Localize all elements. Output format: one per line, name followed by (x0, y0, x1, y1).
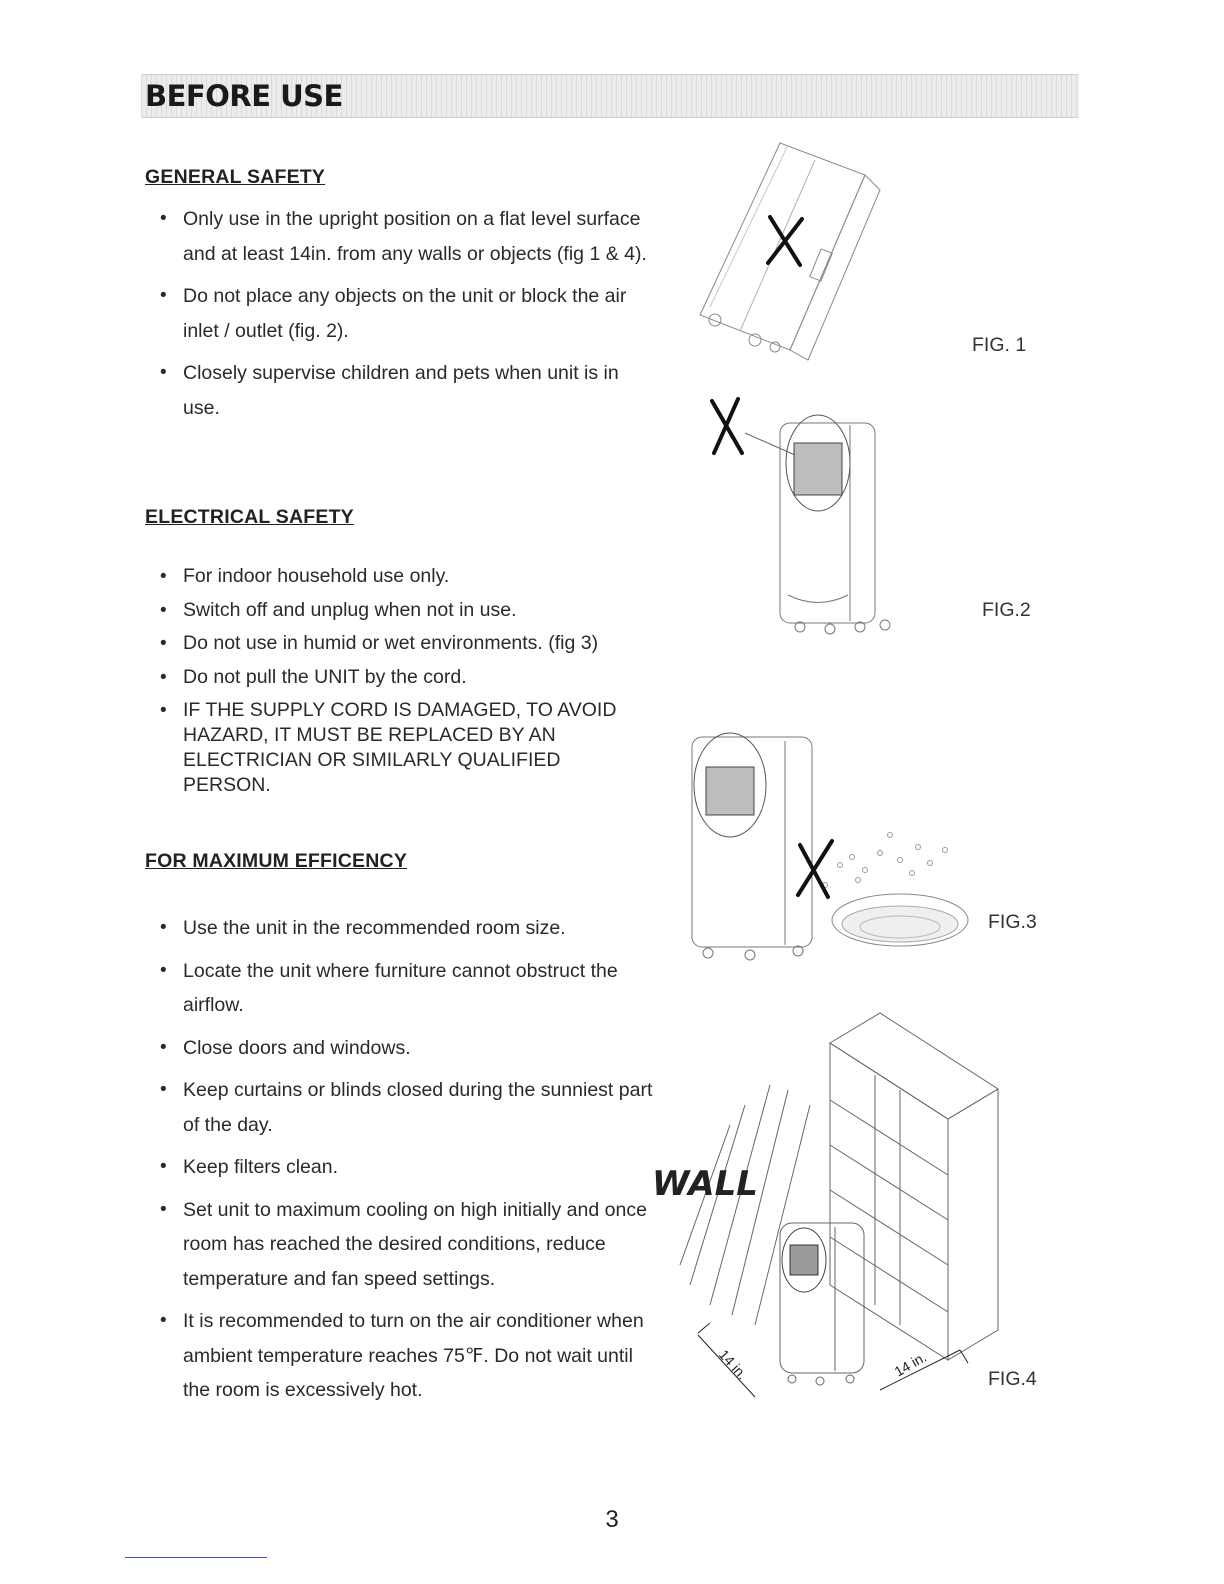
efficiency-list (160, 911, 655, 1416)
water-drops-icon (823, 833, 948, 888)
fig2-blocked-unit-illustration (700, 395, 910, 645)
electrical-safety-list (160, 560, 660, 798)
list-item: • Closely supervise children and pets when unit is in use. (160, 356, 660, 425)
right-clearance-label: 14 in. (891, 1348, 930, 1380)
section-banner (141, 74, 1079, 118)
left-clearance-label: 14 in. (715, 1346, 751, 1383)
heading-electrical-safety: ELECTRICAL SAFETY (145, 506, 354, 528)
list-item: • Use the unit in the recommended room size. (160, 911, 655, 946)
fig1-tilted-unit-illustration (680, 135, 910, 375)
cross-mark-icon (712, 399, 742, 453)
list-item: • Switch off and unplug when not in use. (160, 594, 660, 628)
page-title: BEFORE USE (145, 79, 343, 113)
fig1-label: FIG. 1 (972, 334, 1027, 356)
list-item: • Do not use in humid or wet environments. (fig 3) (160, 627, 660, 661)
page-number: 3 (605, 1506, 619, 1533)
fig3-water-hazard-illustration (690, 735, 980, 970)
fig3-label: FIG.3 (988, 911, 1037, 933)
cross-mark-icon (798, 841, 832, 897)
list-item: • Set unit to maximum cooling on high initially and once room has reached the desired conditions, reduce temperature and fan speed settings. (160, 1193, 655, 1297)
list-item: • Close doors and windows. (160, 1031, 655, 1066)
list-item: • Do not place any objects on the unit or block the air inlet / outlet (fig. 2). (160, 279, 660, 348)
fig4-label: FIG.4 (988, 1368, 1037, 1390)
list-item: • For indoor household use only. (160, 560, 660, 594)
list-item: • Keep curtains or blinds closed during the sunniest part of the day. (160, 1073, 655, 1142)
list-item: • It is recommended to turn on the air conditioner when ambient temperature reaches 75℉. Do not wait until the room is excessively hot. (160, 1304, 655, 1408)
fig2-label: FIG.2 (982, 599, 1031, 621)
fig4-clearance-diagram (652, 1005, 1010, 1415)
heading-general-safety: GENERAL SAFETY (145, 166, 326, 188)
general-safety-list (160, 202, 660, 433)
list-item: • Keep filters clean. (160, 1150, 655, 1185)
wall-label: WALL (652, 1164, 758, 1204)
list-item: • Locate the unit where furniture cannot obstruct the airflow. (160, 954, 655, 1023)
warning-list-item: • IF THE SUPPLY CORD IS DAMAGED, TO AVOID HAZARD, IT MUST BE REPLACED BY AN ELECTRICIAN OR SIMILARLY QUALIFIED PERSON. (160, 698, 653, 798)
list-item: • Do not pull the UNIT by the cord. (160, 661, 660, 695)
cross-mark-icon (768, 217, 802, 265)
footer-rule (125, 1557, 267, 1558)
list-item: • Only use in the upright position on a flat level surface and at least 14in. from any walls or objects (fig 1 & 4). (160, 202, 660, 271)
heading-maximum-efficiency: FOR MAXIMUM EFFICENCY (145, 850, 408, 872)
